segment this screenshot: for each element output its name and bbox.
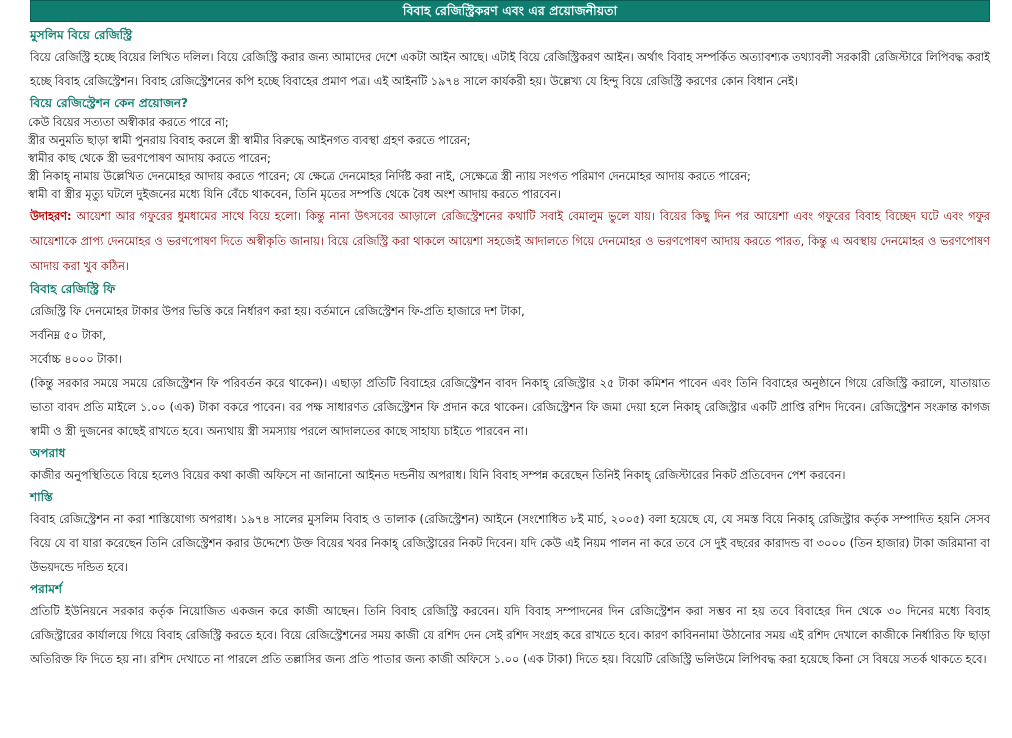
paragraph-advice: প্রতিটি ইউনিয়নে সরকার কর্তৃক নিয়োজিত একজন করে কাজী আছেন। তিনি বিবাহ রেজিস্ট্রি করবেন। যদি বিবাহ সম্পাদনের দিন রেজিস্ট্রেশন করা সম্ভব না হয় তবে বিবাহের দিন থেকে ৩০ দিনের মধ্যে বিবাহ রেজিস্ট্রারের কার্যালয়ে গিয়ে বিবাহ রেজিস্ট্রি করতে হবে। বিয়ে রেজিস্ট্রেশনের সময় কাজী যে রশিদ দেন সেই রশিদ সংগ্রহ করে রাখতে হবে। কারণ কাবিননামা উঠানোর সময় এই রশিদ দেখালে কাজীকে নির্ধারিত ফি ছাড়া অতিরিক্ত ফি দিতে হয় না। রশিদ দেখাতে না পারলে প্রতি তল্লাসির জন্য প্রতি পাতার জন্য কাজী অফিসে ১.০০ (এক টাকা) দিতে হয়। বিয়েটি রেজিস্ট্রি ভলিউমে লিপিবদ্ধ করা হয়েছে কিনা সে বিষয়ে সতর্ক থাকতে হবে।	[30, 605, 990, 666]
example-text: আয়েশা আর গফুরের ধুমধামের সাথে বিয়ে হলো। কিন্তু নানা উৎসবের আড়ালে রেজিস্ট্রেশনের কথাটি সবাই বেমালুম ভুলে যায়। বিয়ের কিছু দিন পর আয়েশা এবং গফুরের বিবাহ বিচ্ছেদ ঘটে এবং গফুর আয়েশাকে প্রাপ্য দেনমোহর ও ভরণপোষণ দিতে অস্বীকৃতি জানায়। বিয়ে রেজিস্ট্রি করা থাকলে আয়েশা সহজেই আদালতে গিয়ে দেনমোহর ও ভরণপোষণ আদায় করতে পারত, কিন্তু এ অবস্থায় দেনমোহর ও ভরণপোষণ আদায় করা খুব কঠিন।	[30, 210, 990, 273]
heading-registration-fee: বিবাহ রেজিস্ট্রি ফি	[30, 282, 116, 296]
example-paragraph	[30, 204, 990, 279]
page-title: বিবাহ রেজিস্ট্রিকরণ এবং এর প্রয়োজনীয়তা	[30, 0, 990, 22]
list-item: • স্বামীর কাছ থেকে স্ত্রী ভরণপোষণ আদায় করতে পারেন;	[28, 150, 990, 168]
fee-line-minimum: সর্বনিম্ন ৫০ টাকা,	[30, 329, 107, 342]
reasons-list	[0, 114, 990, 204]
heading-penalty: শাস্তি	[30, 490, 53, 504]
example-label: উদাহরণ:	[30, 210, 72, 223]
heading-advice: পরামর্শ	[30, 582, 62, 596]
list-item: • কেউ বিয়ের সত্যতা অস্বীকার করতে পারে না;	[28, 114, 990, 132]
heading-muslim-marriage-registration: মুসলিম বিয়ে রেজিস্ট্রি	[30, 28, 133, 42]
heading-why-registration: বিয়ে রেজিস্ট্রেশন কেন প্রয়োজন?	[30, 96, 188, 110]
list-item: • স্বামী বা স্ত্রীর মৃত্যু ঘটলে দুইজনের মধ্যে যিনি বেঁচে থাকবেন, তিনি মৃতের সম্পত্তি থেকে বৈধ অংশ আদায় করতে পারবেন।	[28, 186, 990, 204]
paragraph-fee-details: (কিন্তু সরকার সময়ে সময়ে রেজিস্ট্রেশন ফি পরিবর্তন করে থাকেন)। এছাড়া প্রতিটি বিবাহের রেজিস্ট্রেশন বাবদ নিকাহ্ রেজিস্ট্রার ২৫ টাকা কমিশন পাবেন এবং তিনি বিবাহের অনুষ্ঠানে গিয়ে রেজিস্ট্রি করালে, যাতায়াত ভাতা বাবদ প্রতি মাইলে ১.০০ (এক) টাকা বকরে পাবেন। বর পক্ষ সাধারণত রেজিস্ট্রেশন ফি প্রদান করে থাকেন। রেজিস্ট্রেশন ফি জমা দেয়া হলে নিকাহ্ রেজিস্ট্রার একটি প্রাপ্তি রশিদ দিবেন। রেজিস্ট্রেশন সংক্রান্ত কাগজ স্বামী ও স্ত্রী দুজনের কাছেই রাখতে হবে। অন্যথায় স্ত্রী সমস্যায় পরলে আদালতের কাছে সাহায্য চাইতে পারবেন না।	[30, 377, 990, 438]
list-item: • স্ত্রীর অনুমতি ছাড়া স্বামী পুনরায় বিবাহ করলে স্ত্রী স্বামীর বিরুদ্ধে আইনগত ব্যবস্থা গ্রহণ করতে পারেন;	[28, 132, 990, 150]
fee-line-maximum: সর্বোচ্চ ৪০০০ টাকা।	[30, 353, 122, 366]
fee-line-rate: রেজিস্ট্রি ফি দেনমোহর টাকার উপর ভিত্তি করে নির্ধারণ করা হয়। বর্তমানে রেজিস্ট্রেশন ফি-প্রতি হাজারে দশ টাকা,	[30, 305, 525, 318]
paragraph-muslim-registration: বিয়ে রেজিস্ট্রি হচ্ছে বিয়ের লিখিত দলিল। বিয়ে রেজিস্ট্রি করার জন্য আমাদের দেশে একটা আইন আছে। এটাই বিয়ে রেজিস্ট্রিকরণ আইন। অর্থাৎ বিবাহ সম্পর্কিত অত্যাবশ্যক তথ্যাবলী সরকারী রেজিস্টারে লিপিবদ্ধ করাই হচ্ছে বিবাহ রেজিস্ট্রেশন। বিবাহ রেজিস্ট্রেশনের কপি হচ্ছে বিবাহের প্রমাণ পত্র। এই আইনটি ১৯৭৪ সালে কার্যকরী হয়। উল্লেখ্য যে হিন্দু বিয়ে রেজিস্ট্রি করণের কোন বিধান নেই।	[30, 51, 990, 88]
list-item: • স্ত্রী নিকাহ্ নামায় উল্লেখিত দেনমোহর আদায় করতে পারেন; যে ক্ষেত্রে দেনমোহর নির্দিষ্ট করা নাই, সেক্ষেত্রে স্ত্রী ন্যায় সংগত পরিমাণ দেনমোহর আদায় করতে পারেন;	[28, 168, 990, 186]
paragraph-penalty: বিবাহ রেজিস্ট্রেশন না করা শাস্তিযোগ্য অপরাধ। ১৯৭৪ সালের মুসলিম বিবাহ ও তালাক (রেজিস্ট্রেশন) আইনে (সংশোধিত ৮ই মার্চ, ২০০৫) বলা হয়েছে যে, যে সমস্ত বিয়ে নিকাহ্ রেজিস্ট্রার কর্তৃক সম্পাদিত হয়নি সেসব বিয়ে যে বা যারা করেছেন তিনি রেজিস্ট্রেশন করার উদ্দেশ্যে উক্ত বিয়ের খবর নিকাহ্ রেজিস্ট্রারের নিকট দিবেন। যদি কেউ এই নিয়ম পালন না করে তবে সে দুই বছরের কারাদন্ড বা ৩০০০ (তিন হাজার) টাকা জরিমানা বা উভয়দন্ডে দন্ডিত হবে।	[30, 513, 990, 574]
paragraph-offense: কাজীর অনুপস্থিতিতে বিয়ে হলেও বিয়ের কথা কাজী অফিসে না জানানো আইনত দন্ডনীয় অপরাধ। যিনি বিবাহ সম্পন্ন করেছেন তিনিই নিকাহ্ রেজিস্টারের নিকট প্রতিবেদন পেশ করবেন।	[30, 469, 846, 482]
heading-offense: অপরাধ	[30, 446, 66, 460]
